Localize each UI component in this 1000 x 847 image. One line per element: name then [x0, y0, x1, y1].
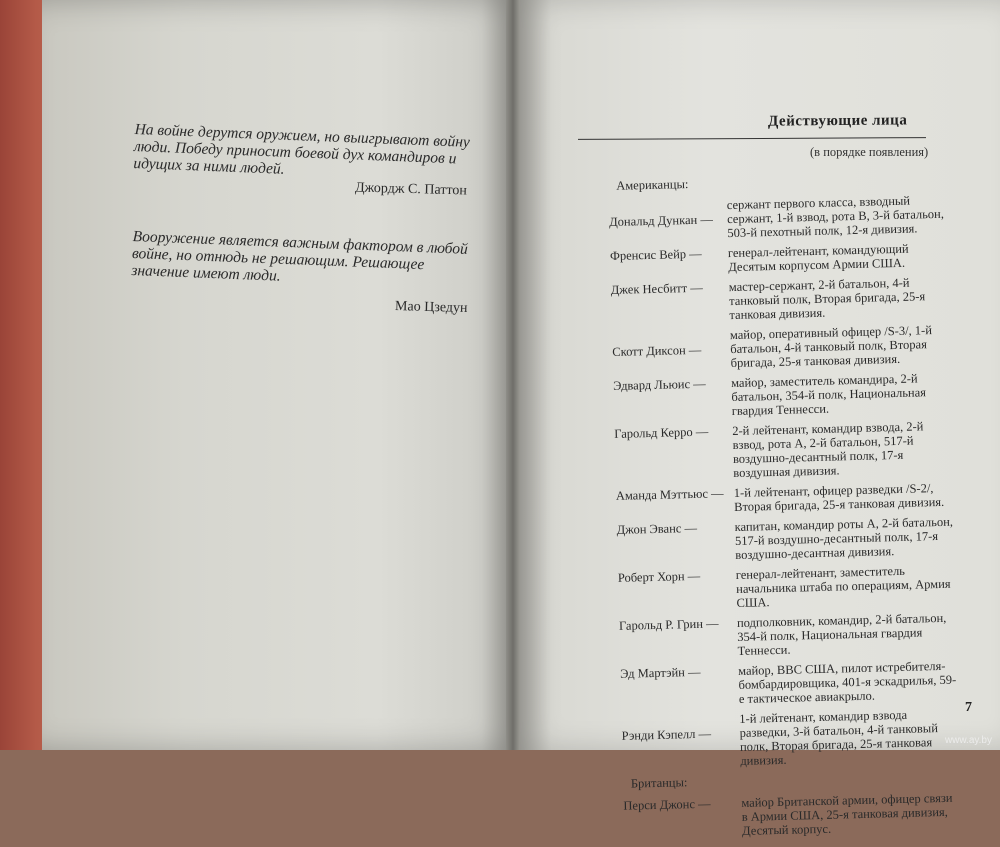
character-name: Аманда Мэттьюс —	[615, 486, 724, 503]
list-item	[620, 658, 991, 709]
character-name: Роберт Хорн —	[617, 568, 701, 585]
epigraph-patton: На войне дерутся оружием, но выигрывают войну люди. Победу приносит боевой дух командиров и идущих за ними людей.	[133, 121, 471, 178]
character-name: Эдвард Льюис —	[612, 376, 706, 393]
left-page	[42, 0, 520, 750]
character-name: Френсис Вейр —	[609, 246, 702, 263]
list-item	[614, 418, 985, 483]
character-name: Скотт Диксон —	[612, 342, 702, 359]
character-desc: мастер-сержант, 2-й батальон, 4-й танковый полк, Вторая бригада, 25-я танковая дивизия.	[728, 275, 926, 323]
character-desc: подполковник, командир, 2-й батальон, 354-й полк, Национальная гвардия Теннесси.	[736, 610, 947, 658]
character-desc: генерал-лейтенант, командующий Десятым корпусом Армии США.	[727, 241, 909, 275]
character-desc: капитан, командир роты А, 2-й батальон, 517-й воздушно-десантный полк, 17-я воздушно-десантная дивизия.	[734, 514, 954, 563]
list-item	[616, 480, 987, 517]
list-item	[609, 192, 980, 243]
list-item	[623, 790, 994, 841]
watermark: www.ay.by	[944, 735, 992, 746]
list-item	[619, 610, 990, 661]
character-name: Джек Несбитт —	[610, 280, 703, 297]
list-item	[617, 514, 988, 565]
list-item	[611, 274, 982, 325]
epigraph-author-patton: Джордж С. Паттон	[354, 180, 468, 199]
epigraph-author-mao: Мао Цзедун	[394, 299, 468, 316]
list-item	[612, 322, 983, 373]
character-desc: генерал-лейтенант, заместитель начальника штаба по операциям, Армия США.	[735, 563, 951, 610]
character-name: Рэнди Кэпелл —	[621, 726, 712, 743]
character-name: Гарольд Керро —	[614, 424, 709, 441]
group-label: Американцы:	[616, 177, 689, 193]
character-name: Гарольд Р. Грин —	[618, 616, 719, 633]
character-desc: 1-й лейтенант, офицер разведки /S-2/, Вторая бригада, 25-я танковая дивизия.	[733, 481, 945, 515]
page-subtitle: (в порядке появления)	[810, 145, 929, 159]
list-item	[613, 370, 984, 421]
character-name: Эд Мартэйн —	[620, 664, 701, 681]
book-spine	[506, 0, 520, 750]
character-name: Джон Эванс —	[616, 520, 698, 537]
character-name: Перси Джонс —	[623, 796, 711, 813]
list-item	[618, 562, 989, 613]
character-desc: майор Британской армии, офицер связи в Армии США, 25-я танковая дивизия, Десятый корпус.	[741, 790, 953, 838]
page-title: Действующие лица	[767, 112, 908, 130]
epigraph-mao: Вооружение является важным фактором в любой войне, но отнюдь не решающим. Решающее значение имеют люди.	[131, 228, 469, 285]
character-name: Дональд Дункан —	[608, 212, 714, 229]
character-desc: майор, оперативный офицер /S-3/, 1-й батальон, 4-й танковый полк, Вторая бригада, 25-я танковая дивизия.	[729, 323, 933, 371]
character-desc: 2-й лейтенант, командир взвода, 2-й взвод, рота А, 2-й батальон, 517-й воздушно-десантный полк, 17-я воздушная дивизия.	[732, 419, 924, 481]
page-number: 7	[965, 700, 972, 715]
character-desc: 1-й лейтенант, командир взвода разведки, 3-й батальон, 4-й танковый полк, Вторая бригада, 25-я танковая дивизия.	[739, 707, 939, 768]
group-label: Британцы:	[630, 775, 688, 791]
cast-list	[608, 166, 994, 847]
character-desc: сержант первого класса, взводный сержант, 1-й взвод, рота В, 3-й батальон, 503-й пехотный полк, 12-я дивизия.	[726, 193, 945, 241]
character-desc: майор, ВВС США, пилот истребителя-бомбардировщика, 401-я эскадрилья, 59-е тактическое авиакрыло.	[737, 658, 957, 706]
list-item	[610, 240, 981, 277]
character-desc: майор, заместитель командира, 2-й батальон, 354-й полк, Национальная гвардия Теннесси.	[730, 371, 927, 419]
list-item	[621, 706, 992, 771]
